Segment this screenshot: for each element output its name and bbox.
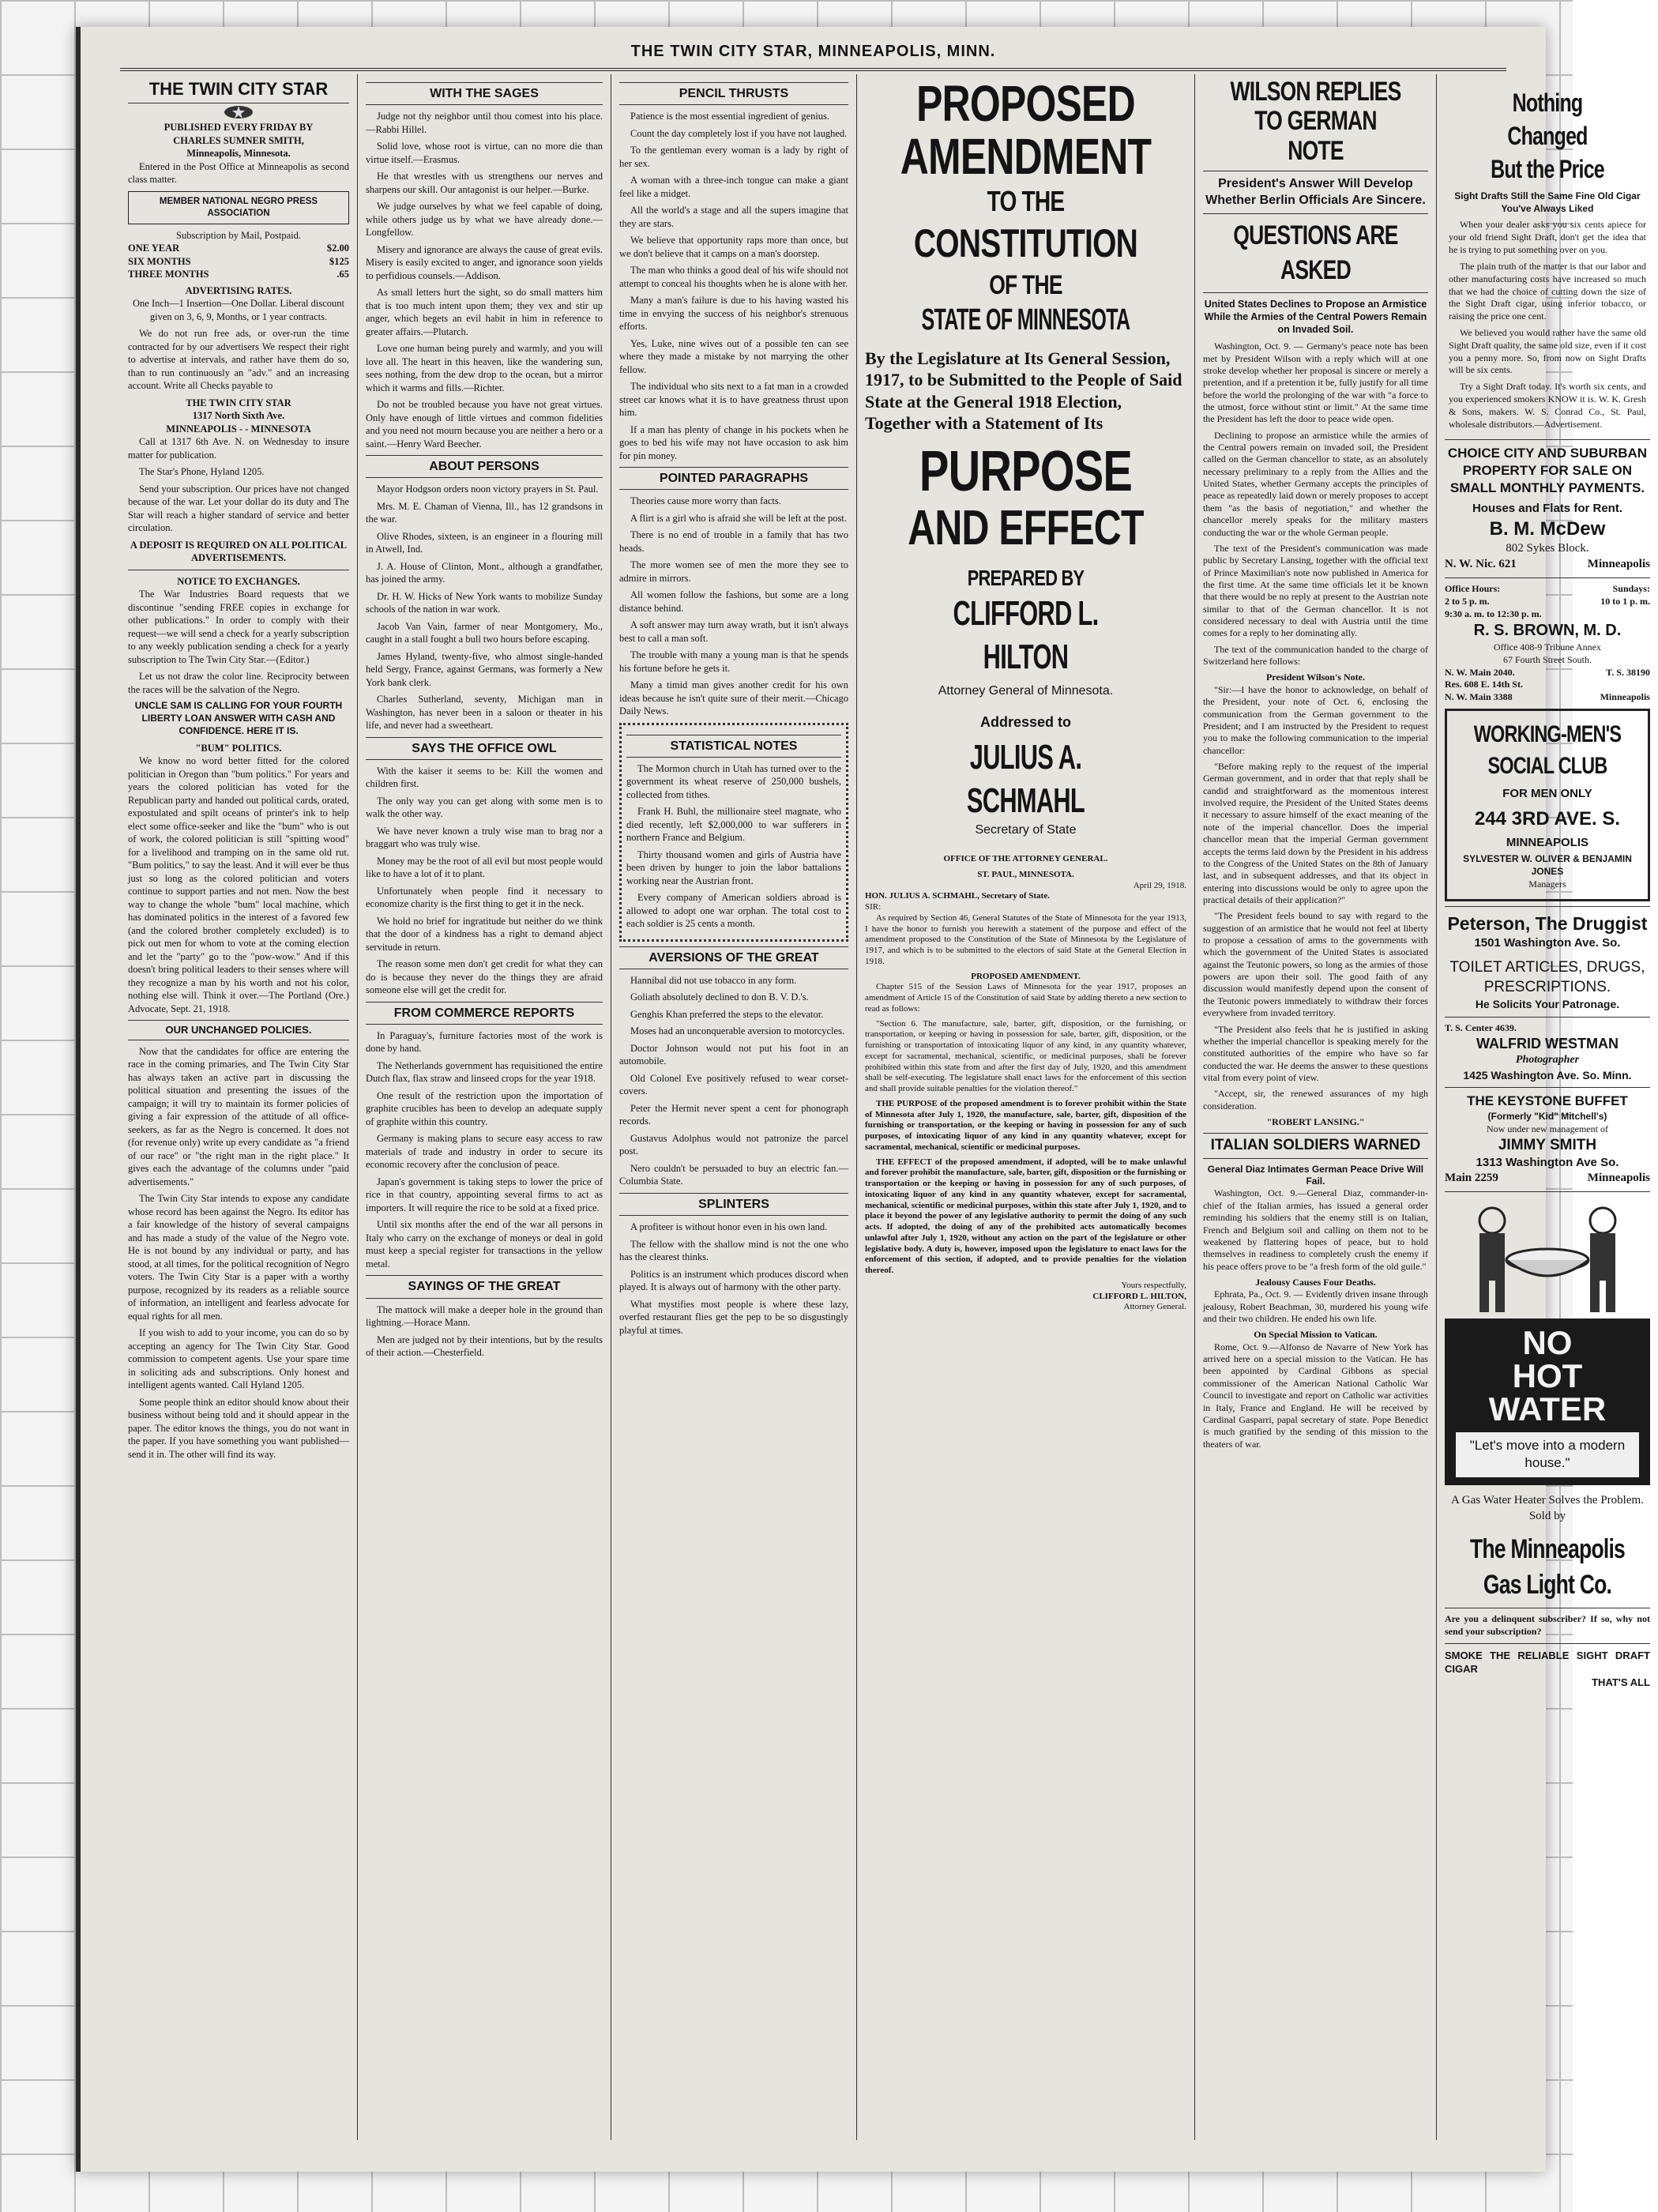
- headline-of-the: OF THE: [989, 269, 1062, 300]
- hours-row-2: 9:30 a. m. to 12:30 p. m.: [1444, 608, 1542, 619]
- thats-all-line: THAT'S ALL: [1592, 1676, 1650, 1689]
- signature-name: CLIFFORD L. HILTON,: [1092, 1291, 1186, 1301]
- persons-title: ABOUT PERSONS: [366, 455, 603, 478]
- proposed-amendment-title: PROPOSED AMENDMENT.: [971, 971, 1081, 981]
- club-for: FOR MEN ONLY: [1502, 787, 1592, 801]
- subscription-label: Subscription by Mail, Postpaid.: [176, 229, 301, 241]
- sage-quote: Do not be troubled because you have not great virtues. Only have enough of little virtues and common fidelities and you need not mourn because you are neither a hero or a saint.—Henry Ward Beecher.: [366, 399, 603, 450]
- stat-list: [626, 762, 841, 931]
- westman-name: WALFRID WESTMAN: [1476, 1035, 1619, 1051]
- person-item: Olive Rhodes, sixteen, is an engineer in a flouring mill in Atwell, Ind.: [366, 530, 603, 555]
- commerce-item: Germany is making plans to secure easy access to raw materials of trade and industry in order to secure its economic recovery after the conclusion of peace.: [366, 1133, 603, 1171]
- commerce-item: Japan's government is taking steps to lower the price of rice in that country, appointing several firms to act as importers. It will require the rice to be sold at a fixed price.: [366, 1176, 603, 1213]
- commerce-item: Until six months after the end of the war all persons in Italy who carry on the exchange of moneys or deal in gold must keep a special register for transactions in the yellow metal.: [366, 1219, 603, 1270]
- owl-item: Money may be the root of all evil but most people would like to have a lot of it to plant.: [366, 855, 603, 880]
- saying-item: The mattock will make a deeper hole in the ground than lightning.—Horace Mann.: [366, 1304, 603, 1329]
- splinters-list: [619, 1221, 848, 1337]
- peterson-address: 1501 Washington Ave. So.: [1474, 936, 1621, 950]
- sight-draft-p2: The plain truth of the matter is that our labor and other manufacturing costs have increased so much that we had the choice of cutting down the size of the Sight Draft cigar, using inferior tobacco, or raising the price one cent.: [1448, 260, 1646, 322]
- wilson-paragraph: Washington, Oct. 9. — Germany's peace note has been met by President Wilson with a reply which will at one stroke develop whether her proposal is sincere or merely a pretention, and if a pretention it be, fully justify for all time before the world the prolonging of the war with "a force to the utmost, force without stint or limit." At the same time the President has left the door to peace wide open.: [1202, 340, 1428, 425]
- club-managers: SYLVESTER W. OLIVER & BENJAMIN JONES: [1463, 853, 1632, 878]
- exchanges-text: The War Industries Board requests that we discontinue "sending FREE copies in exchange for other publications." In order to comply with their request—we will send a check for a yearly subscription to any weekly publication sending a check for a yearly subscription to The Twin City Star.—(Editor.): [128, 589, 349, 665]
- aversion-item: Peter the Hermit never spent a cent for phonograph records.: [619, 1102, 848, 1127]
- sight-draft-p1: When your dealer asks you six cents apiece for your old friend Sight Draft, don't get the idea that he is trying to put something over on you.: [1448, 219, 1646, 256]
- banner-no: NO: [1522, 1324, 1573, 1361]
- thrust-item: Count the day completely lost if you have not laughed.: [630, 127, 848, 139]
- owl-list: [366, 765, 603, 997]
- statistical-notes-box: [619, 723, 848, 942]
- stat-item: Thirty thousand women and girls of Austria have been driven by hunger to join the labor battalions working near the Austrian front.: [626, 848, 841, 886]
- mcdew-phone-row: N. W. Nic. 621 Minneapolis: [1444, 558, 1650, 571]
- jimmy-name: JIMMY SMITH: [1498, 1137, 1597, 1154]
- social-club-ad: [1445, 709, 1650, 901]
- signature-title: Attorney General.: [1123, 1302, 1186, 1312]
- wilson-subhead: President's Answer Will Develop Whether Berlin Officials Are Sincere.: [1205, 177, 1426, 207]
- city-line: ST. PAUL, MINNESOTA.: [977, 869, 1074, 879]
- divider: [1203, 213, 1428, 214]
- letter-body-2: Chapter 515 of the Session Laws of Minnesota for the year 1917, proposes an amendment of Article 15 of the Constitution of said State by adding thereto a new section to read as follows:: [865, 982, 1186, 1014]
- brown-name: R. S. BROWN, M. D.: [1473, 622, 1622, 640]
- modern-house-quote: "Let's move into a modern house.": [1456, 1432, 1639, 1477]
- owl-item: We hold no brief for ingratitude but neither do we think that the door of a kindness has a right to demand abject servitude in return.: [366, 915, 603, 953]
- rates-table: [128, 242, 349, 281]
- thrust-item: The individual who sits next to a fat man in a crowded street car knows what it is to have greatness thrust upon him.: [619, 381, 848, 419]
- note-paragraph: "Before making reply to the request of the imperial German government, and in order that that reply shall be candid and straightforward as the momentous interest involved require, the President of the United States deems it necessary to assure himself of the exact meaning of the note of the imperial chancellor. Does the imperial chancellor mean that the imperial German government accepts the terms laid down by the President in his address to the Congress of the United States on the 8th of January last, and in subsequent addresses, and that its object in entering into discussions would be only to agree upon the practical details of their application?": [1202, 761, 1428, 905]
- office-line: OFFICE OF THE ATTORNEY GENERAL.: [943, 854, 1108, 864]
- headline-effect: AND EFFECT: [908, 501, 1144, 556]
- column-5: [1195, 74, 1437, 2140]
- rate-row: ONE YEAR $2.00: [128, 243, 349, 254]
- aversions-title: AVERSIONS OF THE GREAT: [619, 946, 848, 969]
- thrust-item: Patience is the most essential ingredient of genius.: [630, 111, 830, 122]
- jealousy-title: Jealousy Causes Four Deaths.: [1255, 1276, 1376, 1288]
- newspaper-page: [76, 27, 1650, 2172]
- solicits-line: He Solicits Your Patronage.: [1475, 998, 1620, 1011]
- peterson-name: Peterson, The Druggist: [1447, 912, 1648, 934]
- divider: [1445, 577, 1650, 578]
- stat-item: Frank H. Buhl, the millionaire steel magnate, who died recently, left $2,000,000 to war sufferers in northern France and Belgium.: [626, 806, 841, 844]
- wilson-paragraph: The text of the President's communication was made public by Secretary Lansing, together with the official text of Prince Maximilian's note now published in America for the first time. At the same time officials let it be known that there would be no reply at present to the Austrian note similar to that of the German chancellor. It is not considered necessary to deal with Austria until the time comes for a reply to her dominating ally.: [1202, 542, 1428, 639]
- pointed-item: Many a timid man gives another credit for his own ideas because he isn't quite sure of their merit.—Chicago Daily News.: [619, 679, 848, 717]
- club-name-2: SOCIAL CLUB: [1487, 752, 1607, 779]
- splinter-item: The fellow with the shallow mind is not the one who has the clearest thinks.: [619, 1238, 848, 1263]
- unchanged-text-2: The Twin City Star intends to expose any candidate whose record has been against the Negro. Its editor has a fair knowledge of the history of several campaigns and has made a study of the value of the Negro vote. He is not bound by any individual or party, and has stood, at all times, for the political recognition of Negro voters. The Twin City Star is a paper with a worthy purpose, recognized by its readers as a reliable source of information, an intelligent and fearless advocate for equal rights for all men.: [128, 1193, 349, 1322]
- sight-draft-subhead: Sight Drafts Still the Same Fine Old Cigar You've Always Liked: [1454, 190, 1641, 214]
- sages-list: [366, 110, 603, 450]
- unchanged-policies-title: OUR UNCHANGED POLICIES.: [128, 1020, 349, 1040]
- closing: Yours respectfully,: [1121, 1280, 1186, 1290]
- person-item: James Hyland, twenty-five, who almost single-handed held Sergy, France, against Germans, was formerly a New York bank clerk.: [366, 650, 603, 688]
- aversion-item: Old Colonel Eve positively refused to wear corset-covers.: [619, 1072, 848, 1097]
- gas-company-1: The Minneapolis: [1469, 1534, 1625, 1565]
- owl-item: We have never known a truly wise man to brag nor a braggart who was truly wise.: [366, 825, 603, 850]
- column-4: [857, 74, 1195, 2140]
- two-men-washbasin-illustration: [1445, 1197, 1650, 1315]
- sage-quote: As small letters hurt the sight, so do small matters him that is too much intent upon them; they vex and stir up anger, which begets an evil habit in him in reference to greater affairs.—Plutarch.: [366, 287, 603, 337]
- bum-politics-text: We know no word better fitted for the colored politician in Oregon than "bum politics." For years and years the colored politician has voted for the Republican party and handed out political cards, orated, expostulated and spilt oceans of printer's ink to help elect some office-seeker and like the "bum" who is out of work, the colored politician is still "spitting wood" for a livelihood and tramping on in the same old rut. "Bum politics," to say the least. And it will ever be thus just so long as the colored politician and voters continue to support parties and not men. Now the best way to change the whole "bum" local machine, which has dominated politics in the interest of a favored few (and the colored brother completely excluded) is to pick out men for whom to vote at the coming election and let the "party" go to the "pow-wow." And if this doesn't bring political leaders to their senses where will they recognize a man by his worth and not his color, nothing else will. Think it over.—The Portland (Ore.) Advocate, Sept. 21, 1918.: [128, 755, 349, 1014]
- author-name: CLIFFORD L. HILTON: [953, 593, 1099, 676]
- star-emblem-icon: [223, 103, 254, 121]
- sight-draft-p3: We believed you would rather have the same old Sight Draft quality, the same old size, even if it cost you a penny more. So, from now on Sight Drafts will be six cents.: [1448, 326, 1646, 376]
- published-line: PUBLISHED EVERY FRIDAY BY: [164, 122, 314, 134]
- sage-quote: Solid love, whose root is virtue, can no more die than virtue itself.—Erasmus.: [366, 141, 603, 165]
- sight-draft-ad: [1445, 82, 1650, 440]
- delinquent-notice: Are you a delinquent subscriber? If so, why not send your subscription?: [1444, 1613, 1650, 1638]
- aversion-item: Genghis Khan preferred the steps to the elevator.: [630, 1008, 824, 1020]
- divider: [1445, 906, 1650, 907]
- splinters-title: SPLINTERS: [619, 1193, 848, 1216]
- send-notice: Send your subscription. Our prices have not changed because of the war. Let your dollar do its duty and The Star will reach a higher standard of service and better circulation.: [128, 483, 349, 534]
- note-paragraph: "Accept, sir, the renewed assurances of my high consideration.: [1202, 1088, 1428, 1112]
- color-line-text: Let us not draw the color line. Reciprocity between the races will be the salvation of the Negro.: [128, 671, 349, 695]
- thrust-item: Many a man's failure is due to his having wasted his time in envying the success of his neighbor's strenuous efforts.: [619, 295, 848, 333]
- commerce-item: One result of the restriction upon the importation of graphite crucibles has been to develop an adequate supply of graphite within this country.: [366, 1089, 603, 1127]
- column-6: [1437, 74, 1658, 2140]
- hours-row: 2 to 5 p. m. 10 to 1 p. m.: [1444, 595, 1650, 607]
- headline-to-the: TO THE: [987, 185, 1065, 218]
- address-line-2: 1317 North Sixth Ave.: [192, 410, 285, 422]
- person-item: Mayor Hodgson orders noon victory prayers in St. Paul.: [377, 483, 599, 495]
- legislature-text: By the Legislature at Its General Session, 1917, to be Submitted to the People of Said State at the General 1918 Election, Together with a Statement of Its: [865, 348, 1182, 434]
- splinter-item: Politics is an instrument which produces discord when played. It is always out of harmony with the other party.: [619, 1268, 848, 1293]
- questions-headline: QUESTIONS ARE ASKED: [1233, 220, 1398, 285]
- divider: [1445, 1087, 1650, 1088]
- no-hot-water-banner: [1445, 1319, 1650, 1485]
- vatican-title: On Special Mission to Vatican.: [1254, 1329, 1378, 1341]
- letter-date: April 29, 1918.: [1133, 880, 1186, 890]
- person-item: Jacob Van Vain, farmer of near Montgomery, Mo., caught in a stall fought a bull two hours before escaping.: [366, 620, 603, 645]
- jimmy-phone-row: Main 2259 Minneapolis: [1444, 1172, 1650, 1185]
- note-paragraph: "The President feels bound to say with regard to the suggestion of an armistice that he would not feel at liberty to propose a cessation of arms to the governments with which the government of the United States is associated against the Teutonic powers, so long as the armies of those powers are upon their soil. The good faith of any discussion would manifestly depend upon the consent of the Teutonic powers immediately to withdraw their forces everywhere from invaded territory.: [1202, 910, 1428, 1019]
- pointed-list: [619, 495, 848, 718]
- banner-hot: HOT: [1512, 1357, 1583, 1394]
- letter-body-4: THE PURPOSE of the proposed amendment is to forever prohibit within the State of Minnesota after July 1, 1920, the manufacture, sale, barter, gift, disposition of the furnishing or transportation, or the keeping or having in possession for any of such purposes, of intoxicating liquor of any kind in any quantity whatever, except for sacramental, mechanical, scientific or medicinal purposes.: [865, 1098, 1186, 1152]
- mcdew-name: B. M. McDew: [1489, 517, 1606, 540]
- brown-phone-row: N. W. Main 2040. T. S. 38190: [1444, 666, 1650, 678]
- addressed-to: Addressed to: [979, 713, 1071, 730]
- splinter-item: What mystifies most people is where these lazy, overfed restaurant flies get the pep to be so disgustingly playful at times.: [619, 1298, 848, 1336]
- commerce-item: In Paraguay's, furniture factories most of the work is done by hand.: [366, 1029, 603, 1055]
- phone-notice: The Star's Phone, Hyland 1205.: [139, 466, 265, 478]
- pointed-item: The trouble with many a young man is that he spends his fortune before he gets it.: [619, 649, 848, 674]
- headline-amendment: AMENDMENT: [900, 128, 1152, 186]
- brown-office: Office 408-9 Tribune Annex: [1493, 641, 1602, 653]
- brown-residence: Res. 608 E. 14th St.: [1444, 679, 1523, 690]
- owl-item: The only way you can get along with some men is to walk the other way.: [366, 795, 603, 820]
- thrusts-title: PENCIL THRUSTS: [619, 82, 848, 105]
- gas-company-2: Gas Light Co.: [1483, 1570, 1612, 1601]
- club-address: 244 3RD AVE. S.: [1474, 807, 1620, 830]
- rate-row: SIX MONTHS $125: [128, 255, 349, 267]
- saying-item: Men are judged not by their intentions, but by the results of their action.—Chesterfield.: [366, 1334, 603, 1359]
- note-paragraph: "Sir:—I have the honor to acknowledge, on behalf of the President, your note of Oct. 6, enclosing the communication from the German government to the President; and I am instructed by the President to request you to make the following communication to the imperial chancellor:: [1202, 683, 1428, 756]
- column-3: [611, 74, 857, 2140]
- pointed-title: POINTED PARAGRAPHS: [619, 467, 848, 490]
- aversion-item: Nero couldn't be persuaded to buy an electric fan.—Columbia State.: [619, 1162, 848, 1187]
- but-the-price-headline: But the Price: [1491, 155, 1604, 184]
- keystone-sub: (Formerly "Kid" Mitchell's): [1487, 1110, 1607, 1122]
- headline-proposed: PROPOSED: [916, 75, 1135, 132]
- thrust-item: To the gentleman every woman is a lady by right of her sex.: [619, 145, 848, 169]
- sight-draft-p4: Try a Sight Draft today. It's worth six cents, and you experienced smokers KNOW it is. W. K. Gresh & Sons, makers. W. S. Conrad Co., St. Paul, wholesale distributors.—Advertisement.: [1448, 381, 1646, 430]
- adv-rates-text: One Inch—1 Insertion—One Dollar. Liberal discount given on 3, 6, 9, Months, or 1 year contracts.: [133, 298, 344, 322]
- free-ads-text: We do not run free ads, or over-run the time contracted for by our advertisers We respect their right to advertise at intervals, and rather have them do so, than to run continuously an "adv." and an increasing account. Write all Checks payable to: [128, 328, 349, 392]
- divider: [1445, 1191, 1650, 1192]
- headline-constitution: CONSTITUTION: [913, 221, 1138, 266]
- commerce-item: The Netherlands government has requisitioned the entire Dutch flax, flax straw and linseed crops for the year 1918.: [366, 1059, 603, 1085]
- rate-row: THREE MONTHS .65: [128, 269, 349, 280]
- deposit-notice: A DEPOSIT IS REQUIRED ON ALL POLITICAL ADVERTISEMENTS.: [130, 539, 348, 564]
- aversion-item: Moses had an unconquerable aversion to motorcycles.: [630, 1025, 845, 1037]
- wilson-paragraph: Declining to propose an armistice while the armies of the Central powers remain on invaded soil, the President called on the German chancellor to state, as an absolutely necessary preliminary to a reply from the Allies and the United States, whether Germany accepts the principles of peace as repeatedly laid down or merely proposes to accept them "as the basis of negotiation," and whether the chancellor merely speaks for the military masters conducting the war or the whole German people.: [1202, 429, 1428, 538]
- vatican-text: Rome, Oct. 9.—Alfonso de Navarre of New York has arrived here on a special mission to the Vatican. He has been appointed by Cardinal Gibbons as special commissioner of the American National Catholic War Council to investigate and report on Catholic war activities in Italy, France and England. He will be received by Cardinal Gasparri, papal secretary of state. Pope Benedict is much gratified by the sending of this mission to the theaters of war.: [1202, 1341, 1428, 1450]
- nothing-changed-headline: Nothing Changed: [1507, 88, 1588, 151]
- owl-title: SAYS THE OFFICE OWL: [366, 737, 603, 760]
- commerce-title: FROM COMMERCE REPORTS: [366, 1002, 603, 1025]
- office-hours-row: Office Hours: Sundays:: [1444, 582, 1650, 594]
- sage-quote: He that wrestles with us strengthens our nerves and sharpens our skill. Our antagonist is our helper.—Burke.: [366, 171, 603, 195]
- entered-notice: Entered in the Post Office at Minneapolis as second class matter.: [128, 160, 349, 186]
- brown-phone-row-2: N. W. Main 3388 Minneapolis: [1444, 691, 1650, 703]
- sages-title: WITH THE SAGES: [366, 82, 603, 105]
- exchanges-title: NOTICE TO EXCHANGES.: [177, 575, 300, 587]
- jealousy-text: Ephrata, Pa., Oct. 9. — Evidently driven insane through jealousy, Robert Beachman, 30, murdered his young wife and their two children. He ended his own life.: [1202, 1288, 1428, 1325]
- aversion-item: Doctor Johnson would not put his foot in an automobile.: [619, 1042, 848, 1067]
- pointed-item: All women follow the fashions, but some are a long distance behind.: [619, 589, 848, 614]
- column-1: [120, 74, 358, 2140]
- toilet-articles: TOILET ARTICLES, DRUGS, PRESCRIPTIONS.: [1449, 959, 1645, 996]
- pointed-item: There is no end of trouble in a family that has two heads.: [619, 529, 848, 554]
- letter-body-1: As required by Section 46, General Statutes of the State of Minnesota for the year 1913, I have the honor to furnish you herewith a statement of the purpose and effect of the amendment proposed to the Constitution of the State of Minnesota by the Legislature of 1917, and which is to be submitted to the electors of said State at the General Election in 1918.: [865, 912, 1186, 966]
- pointed-item: A flirt is a girl who is afraid she will be left at the post.: [630, 512, 847, 524]
- thrusts-list: [619, 110, 848, 462]
- stat-item: The Mormon church in Utah has turned over to the government its wheat reserve of 250,000 bushels, collected from tithes.: [626, 762, 841, 800]
- club-city: MINNEAPOLIS: [1506, 835, 1589, 849]
- westman-address: 1425 Washington Ave. So. Minn.: [1463, 1068, 1632, 1082]
- person-item: Charles Sutherland, seventy, Michigan man in Washington, has never been in a saloon or theater in his life, and never had a sweetheart.: [366, 694, 603, 732]
- headline-purpose: PURPOSE: [919, 439, 1133, 503]
- smoke-line: SMOKE THE RELIABLE SIGHT DRAFT CIGAR: [1444, 1649, 1650, 1676]
- divider: [1445, 1017, 1650, 1018]
- sage-quote: Misery and ignorance are always the cause of great evils. Misery is easily excited to anger, and ignorance soon yields to perfidious counsels.—Addison.: [366, 243, 603, 281]
- divider: [1445, 1643, 1650, 1644]
- sayings-title: SAYINGS OF THE GREAT: [366, 1275, 603, 1298]
- headline-state: STATE OF MINNESOTA: [921, 303, 1130, 337]
- club-managers-label: Managers: [1528, 878, 1566, 890]
- thrust-item: Yes, Luke, nine wives out of a possible ten can see where they made a mistake by not marrying the other fellow.: [619, 337, 848, 375]
- person-item: Mrs. M. E. Chaman of Vienna, Ill., has 12 grandsons in the war.: [366, 500, 603, 525]
- letter-body-3: "Section 6. The manufacture, sale, barter, gift, disposition, or the furnishing, or transportation, or keeping or having in possession for sale, barter, gift, disposition, or the furnishing or transportation of intoxicating liquor of any kind, in any quantity whatever, except for sacramental, mechanical, scientific, or medicinal purposes, shall be forever prohibited within this state from and after the first day of July, 1920, and this amendment shall be self-executing. The legislature shall enact laws for the enforcement of this section and shall provide suitable penalties for the violation thereof.": [865, 1018, 1186, 1094]
- thrust-item: We believe that opportunity raps more than once, but we don't believe that it camps on a man's doorstep.: [619, 235, 848, 259]
- stat-item: Every company of American soldiers abroad is allowed to adopt one war orphan. The total cost to each soldier is 25 cents a month.: [626, 892, 841, 930]
- thrust-item: A woman with a three-inch tongue can make a giant feel like a midget.: [619, 175, 848, 199]
- unchanged-text-4: Some people think an editor should know about their business without being told and it should appear in the paper. The editor knows the things, you do not want in the paper. If you have something you want published—send it in. The other will find its way.: [128, 1396, 349, 1460]
- unchanged-text-3: If you wish to add to your income, you can do so by accepting an agency for The Twin City Star. Good commission to competent agents. Use your spare time in soliciting ads and subscriptions. Only honest and intelligent agents wanted. Call Hyland 1205.: [128, 1327, 349, 1391]
- club-name-1: WORKING-MEN'S: [1473, 721, 1622, 747]
- sage-quote: We judge ourselves by what we feel capable of doing, while others judge us by what we have already done.—Longfellow.: [366, 201, 603, 239]
- aversion-item: Hannibal did not use tobacco in any form.: [630, 974, 797, 986]
- publisher-place: Minneapolis, Minnesota.: [186, 148, 291, 160]
- aversion-item: Goliath absolutely declined to don B. V. D.'s.: [630, 991, 809, 1003]
- lansing-signature: "ROBERT LANSING.": [1266, 1116, 1365, 1128]
- letter-hon: HON. JULIUS A. SCHMAHL, Secretary of State.: [865, 891, 1050, 901]
- thrust-item: The man who thinks a good deal of his wife should not attempt to conceal his thoughts when he is alone with her.: [619, 265, 848, 289]
- thrust-item: All the world's a stage and all the supers imagine that they are stars.: [619, 205, 848, 229]
- column-2: [358, 74, 611, 2140]
- italian-subhead: General Diaz Intimates German Peace Drive Will Fail.: [1207, 1163, 1424, 1187]
- columns: [120, 74, 1650, 2140]
- sage-quote: Judge not thy neighbor until thou comest into his place.—Rabbi Hillel.: [366, 111, 603, 135]
- page-masthead: THE TWIN CITY STAR, MINNEAPOLIS, MINN.: [120, 35, 1506, 71]
- letter-sir: SIR:: [865, 902, 882, 912]
- person-item: Dr. H. W. Hicks of New York wants to mobilize Sunday schools of the nation in war work.: [366, 590, 603, 615]
- wilson-paragraph: The text of the communication handed to the charge of Switzerland here follows:: [1202, 643, 1428, 668]
- wilson-headline: WILSON REPLIES TO GERMAN NOTE: [1230, 77, 1401, 166]
- letter-body-5: THE EFFECT of the proposed amendment, if adopted, will be to make unlawful and forever prohibit the manufacture, sale, barter, gift, disposition or the furnishing or transportation or the keeping or having in possession for any of such purposes, of intoxicating liquor of any kind in any quantity whatever, except for sacramental, mechanical, scientific or medicinal purposes, within this state after July 1, 1920, and to place it beyond the power of any legislative authority to permit the doing of any such acts. If adopted, the doing of any of the prohibited acts automatically becomes unlawful after July 1, 1920, without any action on the part of the legislature or other legislative body. A duty is, however, imposed upon the legislature to enact laws for the enforcement of this section, if adopted, and to provide penalties for the violation thereof.: [865, 1157, 1186, 1276]
- sage-quote: Love one human being purely and warmly, and you will love all. The heart in this heaven, like the wandering sun, sees nothing, from the dew drop to the ocean, but a mirror which it warms and fills.—Richter.: [366, 343, 603, 393]
- addressee-title: Secretary of State: [975, 823, 1077, 837]
- stat-title: STATISTICAL NOTES: [626, 735, 841, 758]
- uncle-sam-box: UNCLE SAM IS CALLING FOR YOUR FOURTH LIBERTY LOAN ANSWER WITH CASH AND CONFIDENCE. HERE IT IS.: [134, 700, 343, 737]
- pointed-item: A soft answer may turn away wrath, but it isn't always best to call a man soft.: [619, 619, 848, 644]
- gas-heater-line: A Gas Water Heater Solves the Problem. Sold by: [1451, 1493, 1644, 1522]
- photographer-label: Photographer: [1515, 1054, 1580, 1066]
- member-box: MEMBER NATIONAL NEGRO PRESS ASSOCIATION: [128, 191, 349, 224]
- address-line-3: MINNEAPOLIS - - MINNESOTA: [166, 423, 311, 434]
- mcdew-address: 802 Sykes Block.: [1506, 542, 1589, 555]
- brown-street: 67 Fourth Street South.: [1502, 653, 1592, 665]
- paper-title: THE TWIN CITY STAR: [128, 77, 349, 103]
- owl-item: With the kaiser it seems to be: Kill the women and children first.: [366, 765, 603, 790]
- aversion-item: Gustavus Adolphus would not patronize the parcel post.: [619, 1132, 848, 1157]
- addressee-name: JULIUS A. SCHMAHL: [966, 738, 1085, 821]
- pointed-item: The more women see of men the more they see to admire in mirrors.: [619, 559, 848, 584]
- persons-list: [366, 483, 603, 732]
- call-notice: Call at 1317 6th Ave. N. on Wednesday to insure matter for publication.: [128, 436, 349, 461]
- publisher-name: CHARLES SUMNER SMITH,: [173, 134, 304, 146]
- bum-politics-title: "BUM" POLITICS.: [195, 742, 282, 754]
- commerce-list: [366, 1029, 603, 1271]
- unchanged-text-1: Now that the candidates for office are entering the race in the coming primaries, and The Twin City Star has always taken an active part in discussing the political situation and presenting the issues of the campaign; it will try to maintain its former policies of giving a fair expression of the attitude of all office-seekers, as far as the Negro is concerned. It does not (for revenue only) write up every candidate as "a friend of our race" or "the right man in the right place." It gives each the advantage of the columns under "paid advertisements.": [128, 1045, 349, 1187]
- address-line-1: THE TWIN CITY STAR: [186, 397, 291, 408]
- questions-subhead: United States Declines to Propose an Armistice While the Armies of the Central Powers Remain on Invaded Soil.: [1204, 299, 1427, 336]
- property-ad-title: CHOICE CITY AND SUBURBAN PROPERTY FOR SALE ON SMALL MONTHLY PAYMENTS.: [1447, 445, 1648, 496]
- author-title: Attorney General of Minnesota.: [938, 683, 1114, 698]
- owl-item: The reason some men don't get credit for what they can do is because they never do the things they are afraid someone else will get the credit for.: [366, 958, 603, 996]
- presidents-note-title: President Wilson's Note.: [1265, 672, 1365, 683]
- person-item: J. A. House of Clinton, Mont., although a grandfather, has joined the army.: [366, 560, 603, 585]
- note-paragraph: "The President also feels that he is justified in asking whether the imperial chancellor is speaking merely for the constituted authorities of the empire who have so far conducted the war. He deems the answer to these questions vital from every point of view.: [1202, 1023, 1428, 1083]
- banner-water: WATER: [1488, 1390, 1607, 1428]
- splinter-item: A profiteer is without honor even in his own land.: [630, 1221, 828, 1233]
- houses-line: Houses and Flats for Rent.: [1472, 501, 1622, 515]
- jimmy-address: 1313 Washington Ave So.: [1476, 1156, 1619, 1170]
- italian-headline: ITALIAN SOLDIERS WARNED: [1203, 1133, 1428, 1158]
- keystone-management: Now under new management of: [1486, 1123, 1608, 1134]
- wilson-note-text: [1203, 684, 1428, 1112]
- tsc-phone: T. S. Center 4639.: [1444, 1021, 1517, 1033]
- aversions-list: [619, 974, 848, 1188]
- keystone-name: THE KEYSTONE BUFFET: [1467, 1093, 1628, 1109]
- divider: [1203, 292, 1428, 293]
- wilson-article: [1203, 340, 1428, 668]
- sayings-list: [366, 1304, 603, 1360]
- thrust-item: If a man has plenty of change in his pockets when he goes to bed his wife may not have occasion to ask him for pin money.: [619, 423, 848, 461]
- adv-rates-title: ADVERTISING RATES.: [185, 284, 292, 296]
- pointed-item: Theories cause more worry than facts.: [630, 495, 781, 507]
- italian-text: Washington, Oct. 9.—General Diaz, commander-in-chief of the Italian armies, has issued a general order reminding his soldiers that the enemy still is on Italian, French and Belgium soil and calling on them not to be weakened by flattering hopes of peace, but to hold themselves in readiness to completely crush the enemy if his peace offers prove to be "a fresh form of the old guile.": [1202, 1187, 1428, 1272]
- owl-item: Unfortunately when people find it necessary to economize charity is the first thing to get it in the neck.: [366, 885, 603, 910]
- prepared-by: PREPARED BY: [967, 565, 1085, 590]
